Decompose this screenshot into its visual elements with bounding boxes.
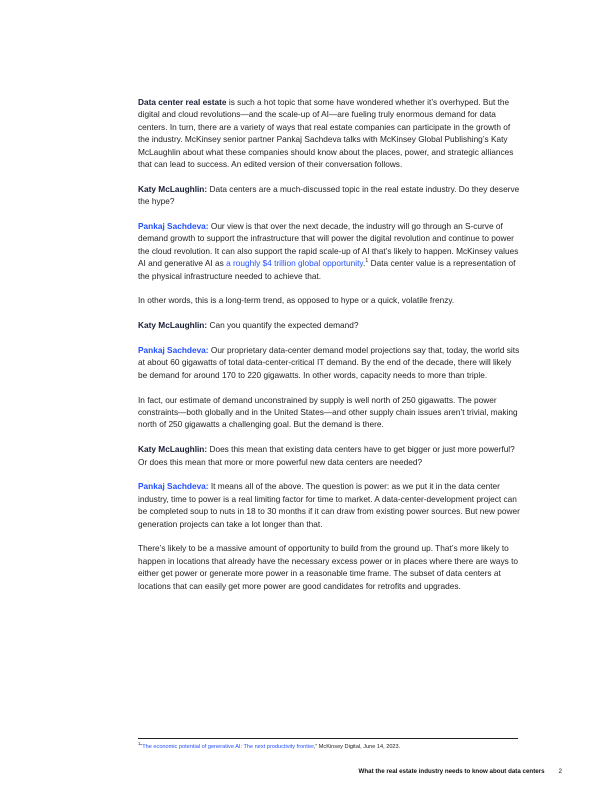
respondent-name: Pankaj Sachdeva: [138, 481, 209, 492]
answer-1-text-end: Data center value is a representation of the physical infrastructure needed to achieve that. [138, 258, 516, 281]
interviewer-name: Katy McLaughlin: [138, 320, 208, 331]
question-1 [138, 183, 522, 208]
respondent-name: Pankaj Sachdeva: [138, 221, 209, 232]
answer-3 [138, 480, 522, 530]
footnote-divider [138, 738, 518, 739]
footnote-citation: ,” McKinsey Digital, June 14, 2023. [313, 744, 401, 750]
answer-1-period: . [362, 258, 366, 269]
footnote [138, 741, 518, 751]
page-footer [300, 768, 562, 776]
article-body [138, 96, 522, 605]
question-2-text: Can you quantify the expected demand? [207, 320, 359, 331]
footnote-open-quote: “ [140, 744, 143, 750]
answer-3-text: It means all of the above. The question is power: as we put it in the data center industry, time to power is a real limiting factor for time to market. A data-center-development project can be completed soup to nuts in 18 to 30 months if it can draw from existing power sources. But new power generation projects can take a lot longer than that. [138, 481, 520, 529]
footnote-source-link[interactable]: The economic potential of generative AI: The next productivity frontier [142, 744, 314, 750]
footnote-number: 1 [138, 741, 141, 747]
question-1-text: Data centers are a much-discussed topic in the real estate industry. Do they deserve the hype? [138, 183, 520, 207]
answer-3-continued: There’s likely to be a massive amount of opportunity to build from the ground up. That’s more likely to happen in locations that already have the necessary excess power or in places where there are ways to either get power or generate more power in a reasonable time frame. The subset of data centers at locations that can easily get more power are good candidates for retrofits and upgrades. [138, 543, 519, 591]
intro-lead: Data center real estate [138, 97, 227, 107]
answer-1-continued: In other words, this is a long-term trend, as opposed to hype or a quick, volatile frenzy. [138, 295, 455, 306]
footer-title: What the real estate industry needs to know about data centers [358, 768, 545, 775]
answer-2-continued: In fact, our estimate of demand unconstrained by supply is well north of 250 gigawatts. The power constraints—both globally and in the United States—and other supply chain issues aren’t trivial, making north of 250 gigawatts a challenging goal. But the demand is there. [138, 394, 518, 430]
footnote-marker[interactable]: 1 [365, 258, 369, 265]
interviewer-name: Katy McLaughlin: [138, 444, 208, 455]
question-3 [138, 443, 522, 468]
answer-1-text: Our view is that over the next decade, the industry will go through an S-curve of demand growth to support the infrastructure that will power the digital revolution and continue to power the cloud revolution. It can also support the rapid scale-up of AI that’s likely to happen. McKinsey values AI and generative AI as [138, 221, 519, 269]
respondent-name: Pankaj Sachdeva: [138, 345, 209, 356]
trillion-opportunity-link[interactable]: a roughly $4 trillion global opportunity [226, 258, 363, 269]
answer-2 [138, 344, 522, 381]
answer-1 [138, 220, 522, 282]
intro-paragraph [138, 96, 522, 170]
page-number: 2 [558, 768, 562, 775]
question-2 [138, 319, 522, 331]
interviewer-name: Katy McLaughlin: [138, 183, 208, 194]
answer-2-text: Our proprietary data-center demand model projections say that, today, the world sits at about 60 gigawatts of total data-center-critical IT demand. By the end of the decade, there will likely be demand for around 170 to 220 gigawatts. In other words, capacity needs to more than triple. [138, 345, 520, 380]
intro-text: is such a hot topic that some have wondered whether it’s overhyped. But the digital and cloud revolutions—and the scale-up of AI—are fueling truly enormous demand for data centers. In turn, there are a variety of ways that real estate companies can participate in the growth of the industry. McKinsey senior partner Pankaj Sachdeva talks with McKinsey Global Publishing’s Katy McLaughlin about what these companies should know about the places, power, and strategic alliances that can lead to success. An edited version of their conversation follows. [138, 97, 514, 170]
question-3-text: Does this mean that existing data centers have to get bigger or just more powerful? Or does this mean that more or more powerful new data centers are needed? [138, 444, 515, 467]
